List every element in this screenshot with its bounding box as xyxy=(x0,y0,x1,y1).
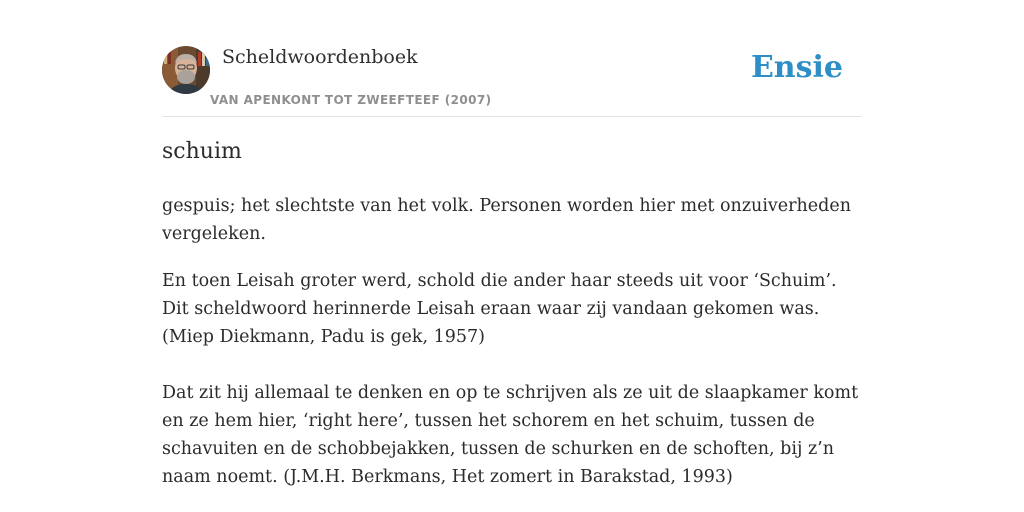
entry-example: Dat zit hij allemaal te denken en op te schrijven als ze uit de slaapkamer komt en ze hem hier, ‘right here’, tussen het schorem en het schuim, tussen de schavuiten en de schobbejakken, tussen de schurken en de schoften, bij z’n naam noemt. (J.M.H. Berkmans, Het zomert in Barakstad, 1993) xyxy=(162,383,859,487)
ensie-logo-link[interactable]: Ensie xyxy=(750,50,843,85)
entry-card xyxy=(162,0,862,512)
entry-example: En toen Leisah groter werd, schold die ander haar steeds uit voor ‘Schuim’. Dit scheldwoord herinnerde Leisah eraan waar zij vandaan gekomen was. (Miep Diekmann, Padu is gek, 1957) xyxy=(162,271,837,347)
author-portrait-icon[interactable] xyxy=(162,46,210,94)
entry-term: schuim xyxy=(162,139,242,164)
entry-definition: gespuis; het slechtste van het volk. Personen worden hier met onzuiverheden vergeleken. xyxy=(162,196,851,244)
source-subtitle: VAN APENKONT TOT ZWEEFTEEF (2007) xyxy=(210,93,492,107)
source-header xyxy=(162,0,862,117)
source-title[interactable]: Scheldwoordenboek xyxy=(222,46,418,68)
